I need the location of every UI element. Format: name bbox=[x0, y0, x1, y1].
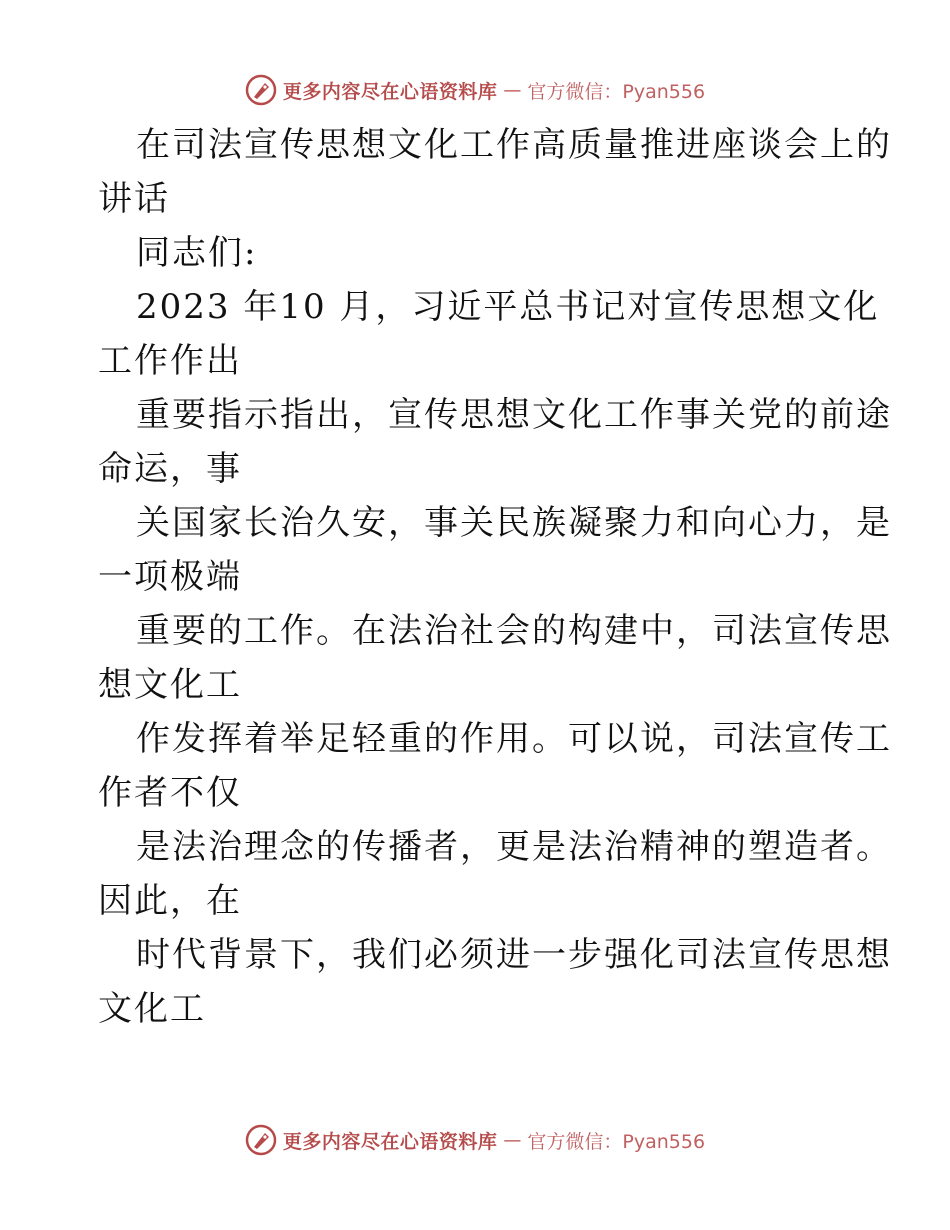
document-line: 2023 年10 月，习近平总书记对宣传思想文化 bbox=[136, 287, 880, 327]
document-line: 是法治理念的传播者，更是法治精神的塑造者。 bbox=[136, 827, 892, 867]
pen-nib-logo-icon bbox=[245, 74, 277, 106]
footer-watermark-banner bbox=[0, 1120, 950, 1160]
document-line: 作发挥着举足轻重的作用。可以说，司法宣传工 bbox=[136, 719, 892, 759]
document-line: 重要指示指出，宣传思想文化工作事关党的前途 bbox=[136, 395, 892, 435]
document-body bbox=[98, 118, 892, 1036]
document-line: 重要的工作。在法治社会的构建中，司法宣传思 bbox=[136, 611, 892, 651]
pen-nib-logo-icon bbox=[245, 1124, 277, 1156]
document-line: 讲话 bbox=[98, 179, 170, 219]
document-line: 工作作出 bbox=[98, 341, 242, 381]
document-line: 想文化工 bbox=[98, 665, 242, 705]
header-watermark-banner bbox=[0, 70, 950, 110]
document-line: 文化工 bbox=[98, 989, 206, 1029]
watermark-text: 更多内容尽在心语资料库 bbox=[282, 1130, 498, 1153]
document-line: 关国家长治久安，事关民族凝聚力和向心力，是 bbox=[136, 503, 892, 543]
document-line: 同志们: bbox=[136, 233, 258, 273]
document-line: 命运，事 bbox=[98, 449, 242, 489]
watermark-text: 更多内容尽在心语资料库 bbox=[282, 80, 498, 103]
watermark-dash: — bbox=[503, 1129, 522, 1151]
document-line: 因此，在 bbox=[98, 881, 242, 921]
watermark-contact: 官方微信：Pyan556 bbox=[527, 1130, 706, 1153]
document-line: 一项极端 bbox=[98, 557, 242, 597]
document-line: 时代背景下，我们必须进一步强化司法宣传思想 bbox=[136, 935, 892, 975]
document-line: 在司法宣传思想文化工作高质量推进座谈会上的 bbox=[136, 125, 892, 165]
watermark-contact: 官方微信：Pyan556 bbox=[527, 80, 706, 103]
document-line: 作者不仅 bbox=[98, 773, 242, 813]
watermark-dash: — bbox=[503, 79, 522, 101]
